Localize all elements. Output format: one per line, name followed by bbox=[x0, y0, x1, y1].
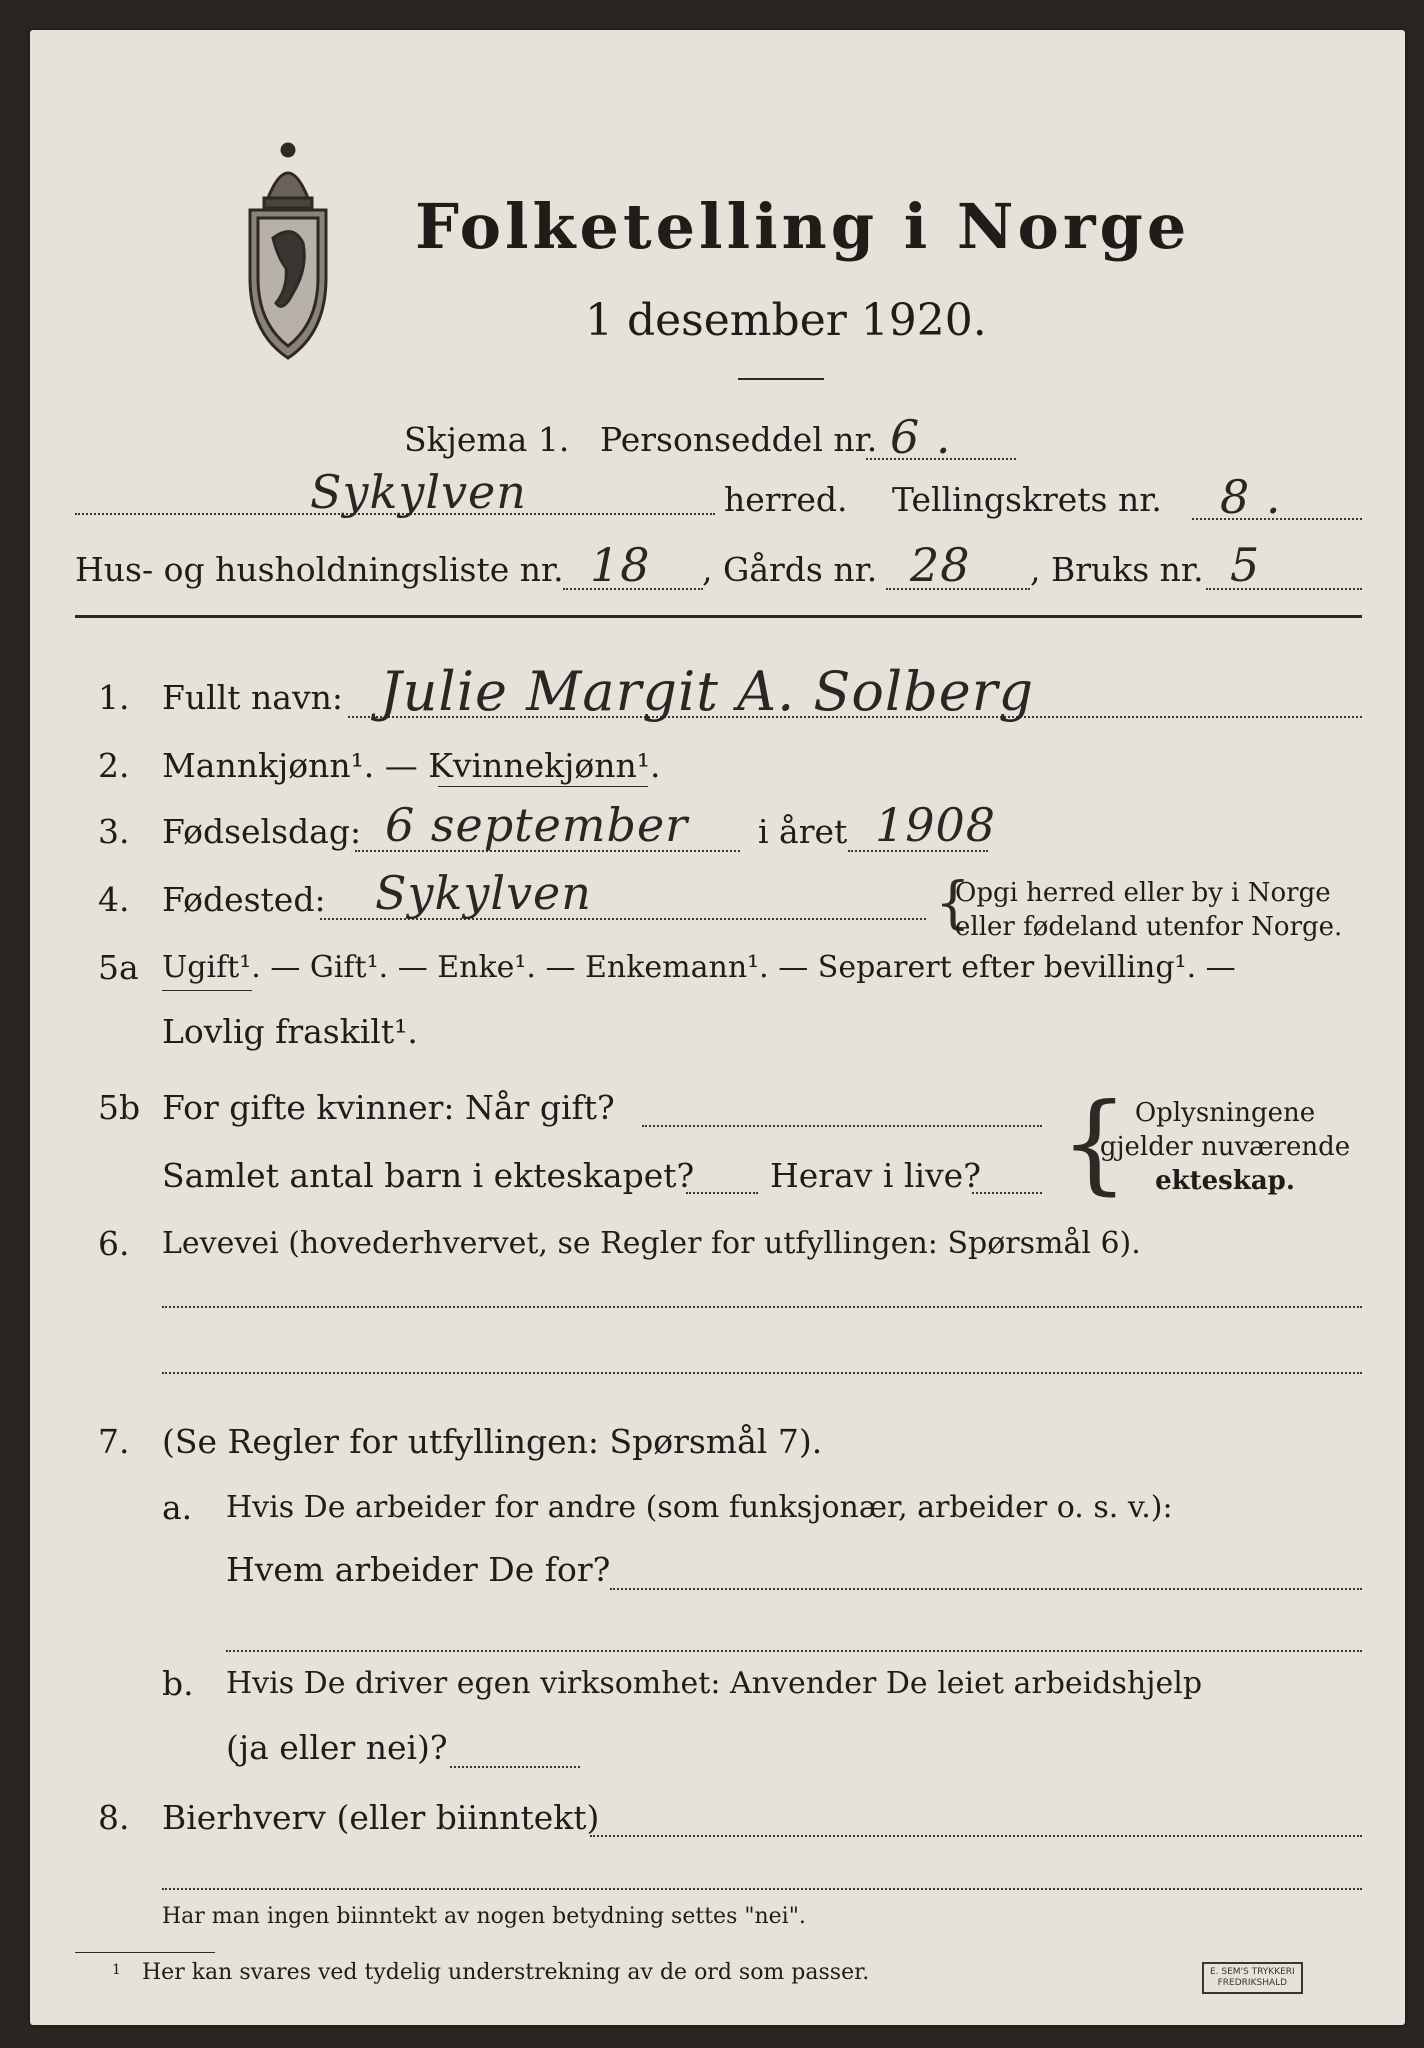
q5a-number: 5a bbox=[98, 948, 139, 987]
census-form-page bbox=[30, 30, 1405, 2025]
coat-of-arms-icon bbox=[238, 128, 338, 368]
bruks-label: , Bruks nr. bbox=[1030, 550, 1204, 589]
married-when-line bbox=[642, 1125, 1042, 1127]
footnote-text: Her kan svares ved tydelig understrekning av de ord som passer. bbox=[142, 1960, 870, 1985]
employer-label: Hvem arbeider De for? bbox=[226, 1550, 611, 1589]
q7-label: (Se Regler for utfyllingen: Spørsmål 7). bbox=[162, 1422, 823, 1461]
bruks-value[interactable]: 5 bbox=[1230, 538, 1261, 592]
husliste-label: Hus- og husholdningsliste nr. bbox=[75, 550, 564, 589]
form-title: Folketelling i Norge bbox=[415, 190, 1191, 263]
q1-number: 1. bbox=[98, 678, 130, 717]
footnote-number: 1 bbox=[112, 1962, 121, 1978]
gards-value[interactable]: 28 bbox=[910, 538, 971, 592]
q4-label: Fødested: bbox=[162, 880, 326, 919]
census-date: 1 desember 1920. bbox=[585, 295, 987, 346]
q1-label: Fullt navn: bbox=[162, 678, 343, 717]
gards-label: , Gårds nr. bbox=[702, 550, 878, 589]
birthplace-value[interactable]: Sykylven bbox=[375, 866, 592, 920]
hired-help-label: (ja eller nei)? bbox=[226, 1728, 448, 1767]
q3-number: 3. bbox=[98, 812, 130, 851]
birthplace-note-1: Opgi herred eller by i Norge bbox=[955, 878, 1331, 908]
birth-year-value[interactable]: 1908 bbox=[875, 798, 997, 852]
q4-number: 4. bbox=[98, 880, 130, 919]
occupation-line-1 bbox=[162, 1306, 1362, 1308]
hired-help-line bbox=[450, 1766, 580, 1768]
occupation-line-2 bbox=[162, 1372, 1362, 1374]
marriage-note-3: ekteskap. bbox=[1155, 1166, 1295, 1196]
marriage-note-brace: { bbox=[1060, 1081, 1129, 1206]
q6-number: 6. bbox=[98, 1224, 130, 1263]
printer-stamp: E. SEM'S TRYKKERI FREDRIKSHALD bbox=[1202, 1962, 1303, 1994]
footnote-divider bbox=[75, 1952, 215, 1953]
marriage-note-2: gjelder nuværende bbox=[1099, 1132, 1351, 1162]
q7a-letter: a. bbox=[162, 1488, 193, 1527]
full-name-value[interactable]: Julie Margit A. Solberg bbox=[380, 660, 1035, 723]
birthplace-brace: { bbox=[935, 871, 971, 936]
q7-number: 7. bbox=[98, 1422, 130, 1461]
title-divider bbox=[738, 378, 824, 380]
skjema-label: Skjema 1. bbox=[404, 420, 570, 459]
herred-value[interactable]: Sykylven bbox=[310, 465, 527, 519]
children-total-label: Samlet antal barn i ekteskapet? bbox=[162, 1156, 695, 1195]
occupation-label: Levevei (hovederhvervet, se Regler for utfyllingen: Spørsmål 6). bbox=[162, 1226, 1141, 1261]
herred-label: herred. bbox=[724, 480, 848, 519]
q3-year-label: i året bbox=[758, 812, 848, 851]
employer-line-2 bbox=[226, 1650, 1362, 1652]
children-total-line bbox=[686, 1192, 758, 1194]
q7a-question: Hvis De arbeider for andre (som funksjonær, arbeider o. s. v.): bbox=[226, 1490, 1173, 1525]
children-alive-line bbox=[972, 1192, 1042, 1194]
marital-status-options: Ugift¹. — Gift¹. — Enke¹. — Enkemann¹. — Separert efter bevilling¹. — bbox=[162, 950, 1236, 985]
personseddel-label: Personseddel nr. bbox=[600, 420, 878, 459]
sex-options: Mannkjønn¹. — Kvinnekjønn¹. bbox=[162, 746, 661, 785]
tellingskrets-value[interactable]: 8 . bbox=[1220, 470, 1282, 524]
personseddel-value[interactable]: 6 . bbox=[890, 410, 952, 464]
employer-line-1 bbox=[610, 1588, 1362, 1590]
q3-label: Fødselsdag: bbox=[162, 812, 362, 851]
q8-number: 8. bbox=[98, 1798, 130, 1837]
q7b-question: Hvis De driver egen virksomhet: Anvender De leiet arbeidshjelp bbox=[226, 1666, 1203, 1701]
marriage-note-1: Oplysningene bbox=[1134, 1098, 1316, 1128]
birthday-value[interactable]: 6 september bbox=[385, 798, 689, 852]
ugift-underline bbox=[162, 990, 252, 991]
q5b-number: 5b bbox=[98, 1088, 141, 1127]
birthplace-note-2: eller fødeland utenfor Norge. bbox=[955, 912, 1343, 942]
side-income-note: Har man ingen biinntekt av nogen betydning settes "nei". bbox=[162, 1904, 806, 1929]
tellingskrets-label: Tellingskrets nr. bbox=[892, 480, 1162, 519]
q2-number: 2. bbox=[98, 746, 130, 785]
side-income-label: Bierhverv (eller biinntekt) bbox=[162, 1798, 600, 1837]
side-income-line-1 bbox=[590, 1835, 1362, 1837]
kvinnekjonn-underline bbox=[438, 786, 648, 787]
header-separator bbox=[75, 615, 1362, 618]
side-income-line-2 bbox=[162, 1888, 1362, 1890]
children-alive-label: Herav i live? bbox=[770, 1156, 981, 1195]
marital-status-options-2: Lovlig fraskilt¹. bbox=[162, 1012, 418, 1051]
husliste-value[interactable]: 18 bbox=[590, 538, 651, 592]
married-when-label: For gifte kvinner: Når gift? bbox=[162, 1088, 615, 1127]
q7b-letter: b. bbox=[162, 1664, 194, 1703]
